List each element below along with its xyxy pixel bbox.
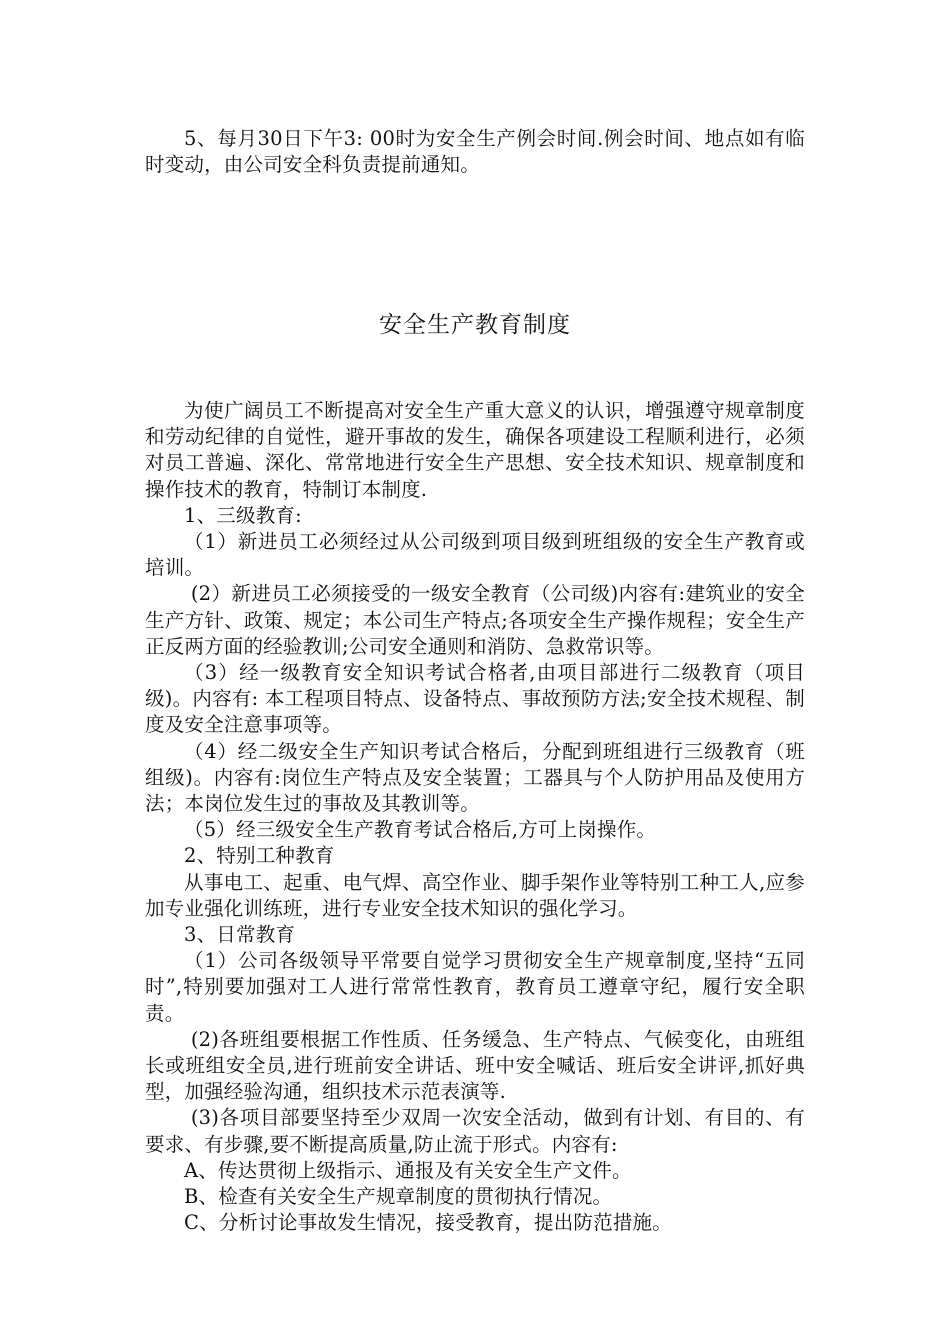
intro-paragraph: 为使广阔员工不断提高对安全生产重大意义的认识，增强遵守规章制度和劳动纪律的自觉性，避开事故的发生，确保各项建设工程顺利进行，必须对员工普遍、深化、常常地进行安全生产思想、安全技术知识、规章制度和操作技术的教育，特制订本制度. [145, 399, 805, 501]
section-heading-three-level-education: 1、三级教育: [184, 503, 302, 527]
item-paragraph: （3）经一级教育安全知识考试合格者,由项目部进行二级教育（项目级)。内容有: 本工程项目特点、设备特点、事故预防方法;安全技术规程、制度及安全注意事项等。 [145, 661, 805, 737]
item-paragraph: 从事电工、起重、电气焊、高空作业、脚手架作业等特别工种工人,应参加专业强化训练班，进行专业安全技术知识的强化学习。 [145, 870, 805, 920]
item-paragraph: (3)各项目部要坚持至少双周一次安全活动，做到有计划、有目的、有要求、有步骤,要不断提高质量,防止流于形式。内容有: [145, 1106, 805, 1156]
list-item: A、传达贯彻上级指示、通报及有关安全生产文件。 [184, 1158, 632, 1182]
list-item: C、分析讨论事故发生情况，接受教育，提出防范措施。 [184, 1211, 672, 1235]
item-paragraph: （1）公司各级领导平常要自觉学习贯彻安全生产规章制度,坚持“五同时”,特别要加强对工人进行常常性教育，教育员工遵章守纪，履行安全职责。 [145, 949, 805, 1025]
top-text-block [145, 126, 805, 178]
document-title: 安全生产教育制度 [379, 312, 571, 338]
item-paragraph: （4）经二级安全生产知识考试合格后，分配到班组进行三级教育（班组级)。内容有:岗位生产特点及安全装置；工器具与个人防护用品及使用方法；本岗位发生过的事故及其教训等。 [145, 739, 805, 816]
item-paragraph: (2)各班组要根据工作性质、任务缓急、生产特点、气候变化，由班组长或班组安全员,进行班前安全讲话、班中安全喊话、班后安全讲评,抓好典型，加强经验沟通，组织技术示范表演等. [145, 1027, 805, 1104]
section-heading-daily-education: 3、日常教育 [184, 923, 296, 947]
item-paragraph: （1）新进员工必须经过从公司级到项目级到班组级的安全生产教育或培训。 [145, 530, 805, 580]
meeting-time-paragraph: 5、每月30日下午3: 00时为安全生产例会时间.例会时间、地点如有临时变动，由公司安全科负责提前通知。 [145, 127, 805, 177]
section-heading-special-trade-education: 2、特别工种教育 [184, 844, 335, 868]
item-paragraph: （5）经三级安全生产教育考试合格后,方可上岗操作。 [184, 818, 657, 842]
item-paragraph: (2）新进员工必须接受的一级安全教育（公司级)内容有:建筑业的安全生产方针、政策、规定；本公司生产特点;各项安全生产操作规程；安全生产正反两方面的经验教训;公司安全通则和消防、急救常识等。 [145, 582, 805, 658]
list-item: B、检查有关安全生产规章制度的贯彻执行情况。 [184, 1185, 613, 1209]
body-text-block [145, 398, 805, 1237]
